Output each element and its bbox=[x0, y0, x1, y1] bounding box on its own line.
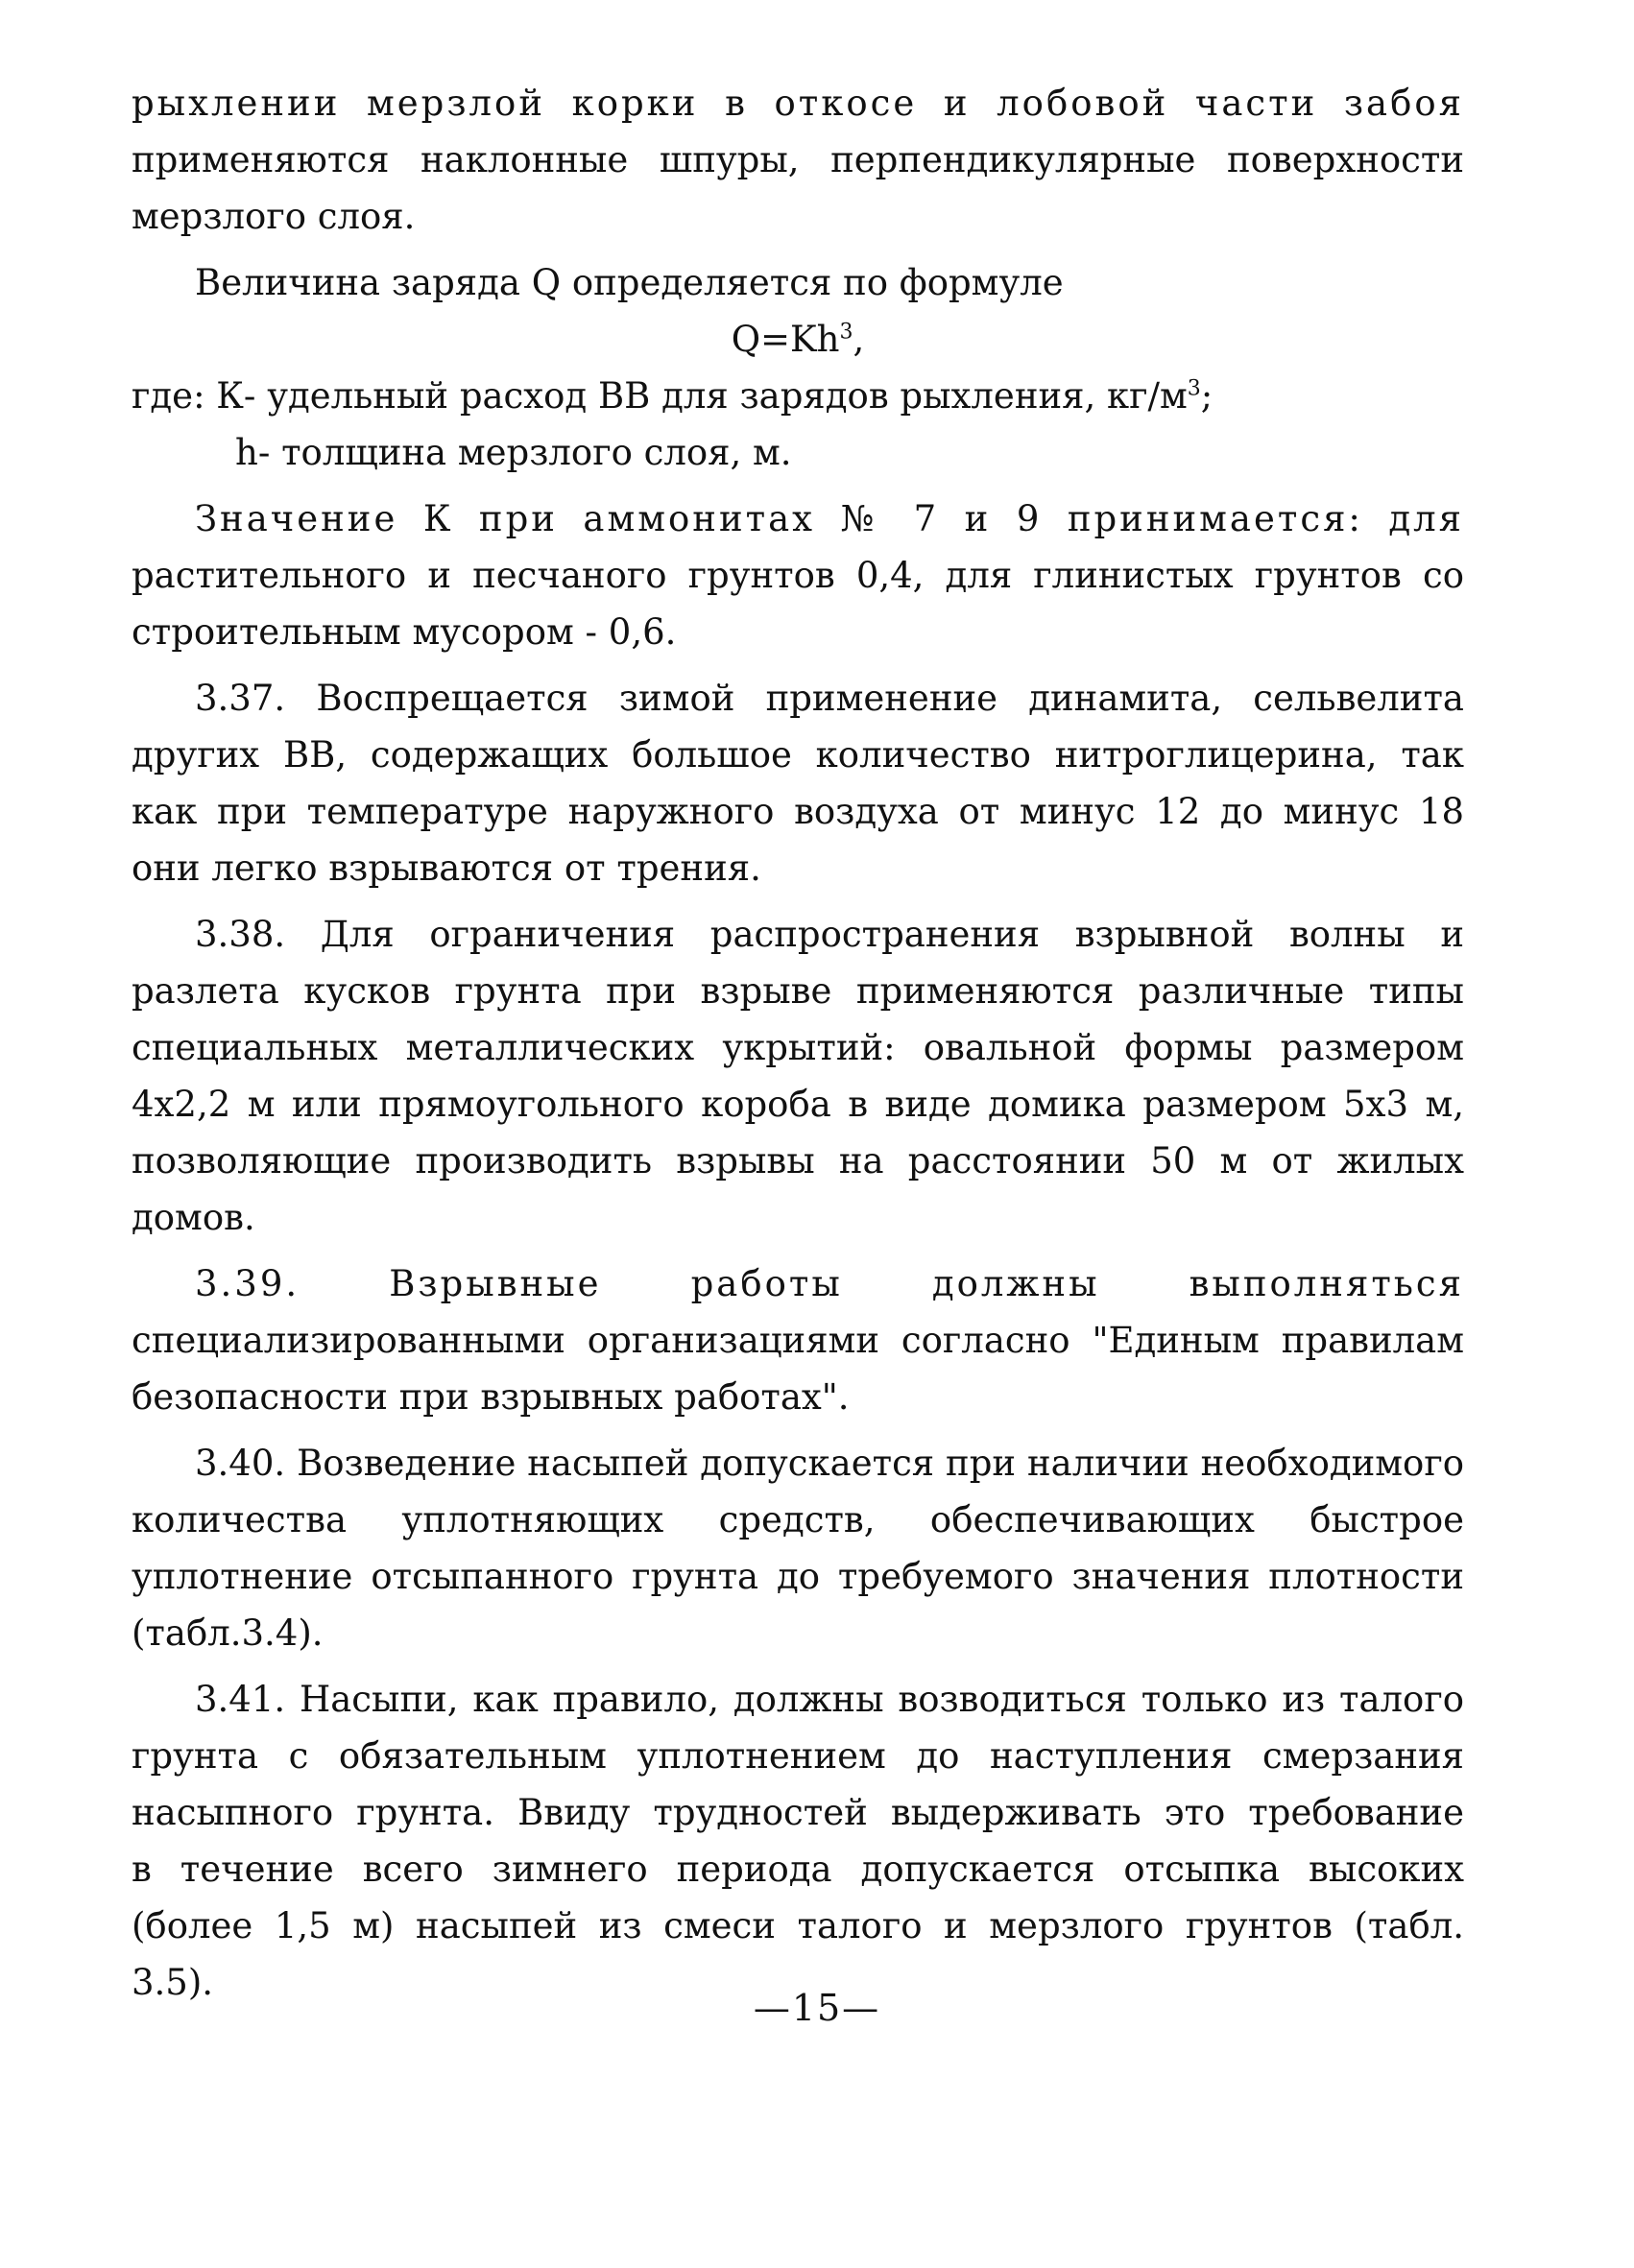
text-line: в течение всего зимнего периода допускается отсыпка высоких bbox=[132, 1849, 1464, 1890]
section-3-40 bbox=[132, 1435, 1464, 1661]
text-line: 4х2,2 м или прямоугольного короба в виде домика размером 5х3 м, bbox=[132, 1084, 1464, 1125]
text-line: 3.38. Для ограничения распространения взрывной волны и bbox=[195, 914, 1464, 955]
formula-where-h: h- толщина мерзлого слоя, м. bbox=[235, 432, 792, 473]
text-line: они легко взрываются от трения. bbox=[132, 848, 761, 889]
where-k-exponent: 3 bbox=[1187, 376, 1201, 401]
formula-intro: Величина заряда Q определяется по формуле bbox=[195, 262, 1064, 303]
text-line: насыпного грунта. Ввиду трудностей выдерживать это требование bbox=[132, 1792, 1464, 1833]
text-line: строительным мусором - 0,6. bbox=[132, 611, 677, 653]
text-line: 3.40. Возведение насыпей допускается при наличии необходимого bbox=[195, 1443, 1464, 1484]
section-3-38 bbox=[132, 906, 1464, 1246]
text-line: (табл.3.4). bbox=[132, 1612, 324, 1654]
text-line: разлета кусков грунта при взрыве применяются различные типы bbox=[132, 970, 1464, 1012]
text-line: (более 1,5 м) насыпей из смеси талого и мерзлого грунтов (табл. bbox=[132, 1905, 1464, 1946]
formula-exponent: 3 bbox=[839, 320, 853, 345]
text-line: 3.39. Взрывные работы должны выполняться bbox=[195, 1263, 1464, 1304]
paragraph-k-value bbox=[132, 490, 1464, 660]
text-line: позволяющие производить взрывы на расстоянии 50 м от жилых bbox=[132, 1140, 1464, 1182]
text-line: уплотнение отсыпанного грунта до требуемого значения плотности bbox=[132, 1556, 1464, 1597]
text-line: безопасности при взрывных работах". bbox=[132, 1376, 850, 1418]
formula-section bbox=[132, 254, 1464, 481]
section-3-37 bbox=[132, 670, 1464, 896]
page-number: —15— bbox=[753, 1987, 881, 2029]
text-line: рыхлении мерзлой корки в откосе и лобовой части забоя bbox=[132, 83, 1464, 124]
formula-base: Q=Kh bbox=[731, 319, 840, 360]
text-line: грунта с обязательным уплотнением до наступления смерзания bbox=[132, 1735, 1464, 1777]
text-line: как при температуре наружного воздуха от минус 12 до минус 18 bbox=[132, 791, 1464, 832]
section-3-41 bbox=[132, 1671, 1464, 2011]
text-line: других ВВ, содержащих большое количество нитроглицерина, так bbox=[132, 734, 1464, 776]
text-line: Значение К при аммонитах № 7 и 9 принимается: для bbox=[195, 498, 1464, 539]
text-line: количества уплотняющих средств, обеспечивающих быстрое bbox=[132, 1499, 1464, 1540]
formula-where-k bbox=[132, 368, 1464, 424]
where-k-text: где: К- удельный расход ВВ для зарядов рыхления, кг/м bbox=[132, 375, 1188, 417]
formula bbox=[132, 311, 1464, 368]
text-line: 3.41. Насыпи, как правило, должны возводиться только из талого bbox=[195, 1679, 1464, 1720]
text-line: 3.5). bbox=[132, 1962, 214, 2003]
document-page bbox=[132, 75, 1464, 2011]
paragraph-continuation bbox=[132, 75, 1464, 245]
text-line: специальных металлических укрытий: овальной формы размером bbox=[132, 1027, 1464, 1068]
text-line: применяются наклонные шпуры, перпендикулярные поверхности bbox=[132, 139, 1464, 180]
section-3-39 bbox=[132, 1255, 1464, 1425]
text-line: домов. bbox=[132, 1197, 255, 1238]
where-k-tail: ; bbox=[1200, 375, 1213, 417]
text-line: растительного и песчаного грунтов 0,4, для глинистых грунтов со bbox=[132, 555, 1464, 596]
text-line: 3.37. Воспрещается зимой применение динамита, сельвелита bbox=[195, 678, 1464, 719]
text-line: мерзлого слоя. bbox=[132, 196, 416, 237]
text-line: специализированными организациями согласно "Единым правилам bbox=[132, 1320, 1464, 1361]
formula-tail: , bbox=[853, 319, 865, 360]
